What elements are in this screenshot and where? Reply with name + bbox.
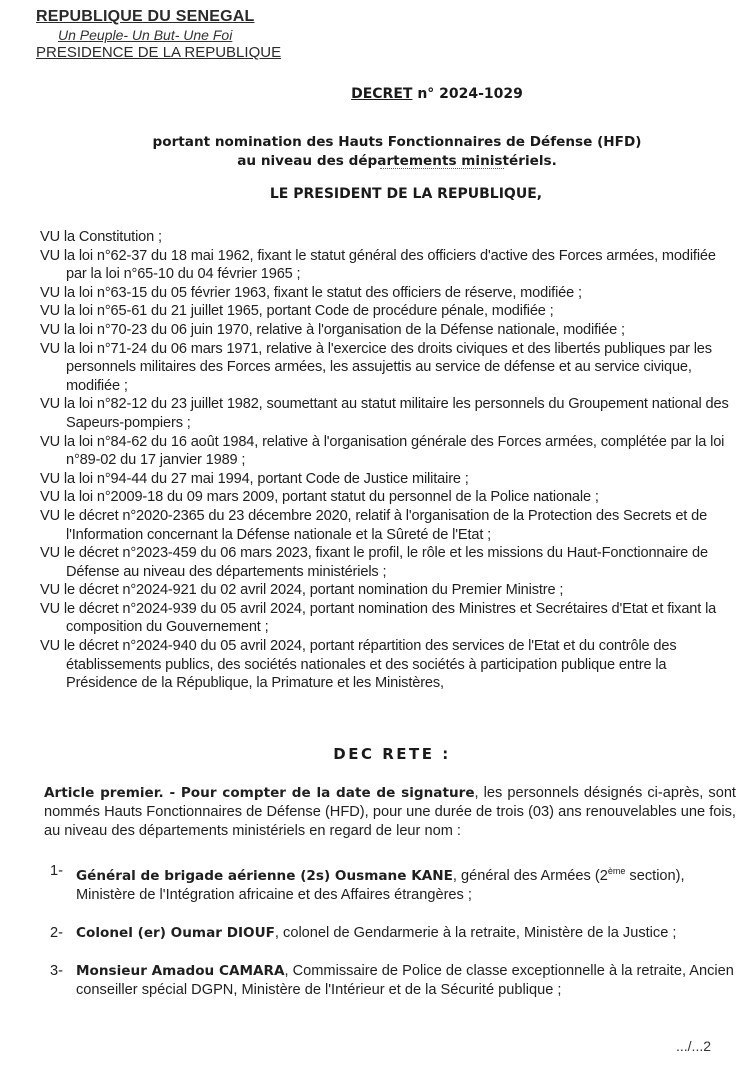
considerations-list	[40, 228, 740, 693]
institution-name: PRESIDENCE DE LA REPUBLIQUE	[36, 44, 282, 61]
national-motto: Un Peuple- Un But- Une Foi	[58, 27, 233, 43]
consideration-item: VU le décret n°2024-940 du 05 avril 2024, portant répartition des services de l'Etat et du contrôle des établissements publics, des sociétés nationales et des sociétés à participation publique entre la Présidence de la République, la Primature et les Ministères,	[40, 638, 677, 692]
decrete-heading: DEC RETE :	[333, 745, 451, 763]
nominees-list	[50, 862, 740, 1019]
decree-label: DECRET	[351, 86, 413, 102]
nominee-detail: , Commissaire de Police de classe exceptionnelle à la retraite, Ancien conseiller spécial DGPN, Ministère de l'Intérieur et de la Sécurité publique ;	[76, 962, 734, 998]
consideration-item: VU la loi n°82-12 du 23 juillet 1982, soumettant au statut militaire les personnels du Groupement national des Sapeurs-pompiers ;	[40, 396, 729, 431]
nominee-name: Monsieur Amadou CAMARA	[76, 962, 285, 979]
article-text: , les personnels désignés ci-après, sont nommés Hauts Fonctionnaires de Défense (HFD), pour une durée de trois (03) ans renouvelables une fois, au niveau des départements ministériels en regard de leur nom :	[44, 785, 736, 839]
consideration-item: VU la loi n°65-61 du 21 juillet 1965, portant Code de procédure pénale, modifiée ;	[40, 303, 554, 320]
letterhead	[36, 8, 281, 61]
country-name: REPUBLIQUE DU SENEGAL	[36, 8, 255, 25]
subject-line-1: portant nomination des Hauts Fonctionnaires de Défense (HFD)	[152, 134, 642, 150]
consideration-item: VU la Constitution ;	[40, 229, 162, 245]
nominee-item	[50, 924, 740, 943]
page-continuation: .../...2	[676, 1038, 712, 1054]
nominee-detail: , colonel de Gendarmerie à la retraite, Ministère de la Justice ;	[274, 924, 677, 941]
consideration-item: VU la loi n°71-24 du 06 mars 1971, relative à l'exercice des droits civiques et des libertés publiques par les personnels militaires des Forces armées, les assujettis au service de défense et au service civique, modifiée ;	[40, 340, 712, 394]
nominee-number: 1-	[50, 863, 63, 879]
decree-number: n° 2024-1029	[417, 86, 523, 102]
decree-number-heading	[0, 86, 754, 102]
nominee-superscript: ème	[607, 866, 626, 876]
decree-subject	[0, 133, 754, 171]
nominee-detail-cont: section), Ministère de l'Intégration africaine et des Affaires étrangères ;	[76, 867, 685, 903]
nominee-item	[50, 862, 740, 905]
nominee-number: 3-	[50, 962, 63, 979]
dotted-separator	[380, 168, 504, 169]
consideration-item: VU la loi n°63-15 du 05 février 1963, fixant le statut des officiers de réserve, modifiée ;	[40, 284, 582, 301]
consideration-item: VU la loi n°70-23 du 06 juin 1970, relative à l'organisation de la Défense nationale, modifiée ;	[40, 321, 625, 338]
consideration-item: VU le décret n°2024-921 du 02 avril 2024, portant nomination du Premier Ministre ;	[40, 582, 564, 599]
consideration-item: VU la loi n°2009-18 du 09 mars 2009, portant statut du personnel de la Police nationale ;	[40, 489, 599, 506]
consideration-item: VU le décret n°2024-939 du 05 avril 2024, portant nomination des Ministres et Secrétaires d'Etat et fixant la composition du Gouvernement ;	[40, 600, 717, 636]
authority-heading: LE PRESIDENT DE LA REPUBLIQUE,	[269, 186, 543, 202]
nominee-detail: , général des Armées (2	[452, 867, 608, 884]
nominee-name: Colonel (er) Oumar DIOUF	[76, 924, 275, 941]
subject-line-2: au niveau des départements ministériels.	[237, 153, 557, 169]
consideration-item: VU la loi n°84-62 du 16 août 1984, relative à l'organisation générale des Forces armées, complétée par la loi n°89-02 du 17 janvier 1989 ;	[40, 433, 725, 469]
article-label: Article premier. - Pour compter de la date de signature	[44, 785, 475, 801]
consideration-item: VU la loi n°94-44 du 27 mai 1994, portant Code de Justice militaire ;	[40, 470, 469, 487]
consideration-item: VU la loi n°62-37 du 18 mai 1962, fixant le statut général des officiers d'active des Forces armées, modifiée par la loi n°65-10 du 04 février 1965 ;	[40, 247, 716, 283]
consideration-item: VU le décret n°2020-2365 du 23 décembre 2020, relatif à l'organisation de la Protection des Secrets et de l'Information concernant la Défense nationale et la Sûreté de l'Etat ;	[40, 507, 708, 543]
consideration-item: VU le décret n°2023-459 du 06 mars 2023, fixant le profil, le rôle et les missions du Haut-Fonctionnaire de Défense au niveau des départements ministériels ;	[40, 545, 708, 580]
nominee-number: 2-	[50, 924, 63, 941]
nominee-name: Général de brigade aérienne (2s) Ousmane KANE	[76, 867, 453, 884]
nominee-item	[50, 962, 740, 1000]
article-premier	[44, 784, 736, 841]
